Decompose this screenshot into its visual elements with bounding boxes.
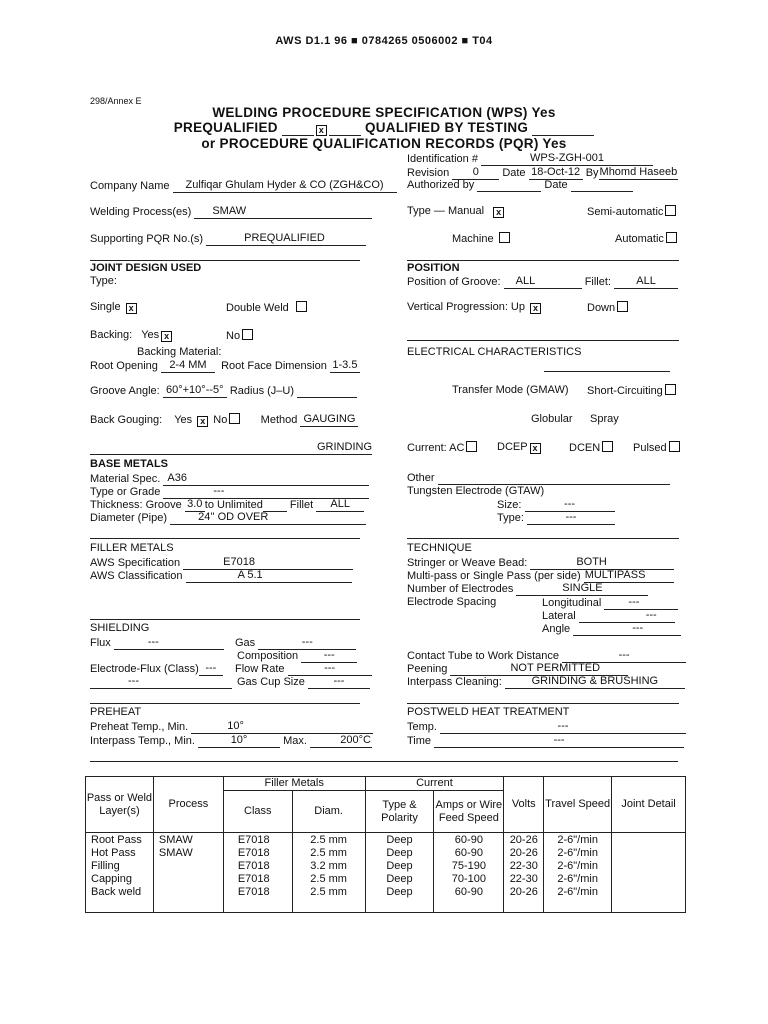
prequalified-label: PREQUALIFIED	[173, 120, 278, 135]
tungsten-type-field[interactable]: ---	[527, 511, 615, 525]
short-circuiting-row: Short-Circuiting	[587, 384, 678, 398]
backing-no-checkbox[interactable]	[242, 329, 253, 340]
stringer-field[interactable]: BOTH	[530, 556, 674, 570]
divider	[407, 703, 679, 704]
base-metals-heading: BASE METALS	[90, 458, 169, 470]
gas-row: Gas ---	[235, 636, 356, 650]
divider	[407, 340, 679, 341]
dcen-row: DCEN	[569, 441, 615, 455]
header-volts: Volts	[504, 777, 544, 833]
angle-row: Angle ---	[542, 622, 681, 636]
pwht-heading: POSTWELD HEAT TREATMENT	[407, 706, 570, 718]
material-spec-row: Material Spec. A36	[90, 472, 369, 486]
title-line-3: or PROCEDURE QUALIFICATION RECORDS (PQR) Yes	[201, 136, 567, 151]
electrode-flux-continued-row	[90, 675, 232, 689]
annex-label: 298/Annex E	[90, 96, 142, 106]
other-field[interactable]	[438, 472, 670, 485]
longitudinal-field[interactable]: ---	[604, 596, 678, 610]
filler-metals-heading: FILLER METALS	[90, 542, 174, 554]
gas-cup-field[interactable]: ---	[308, 675, 370, 689]
backing-no-row: No	[226, 329, 255, 343]
header-class: Class	[223, 791, 292, 833]
interpass-max-field[interactable]: 200°C	[310, 734, 372, 748]
double-weld-row: Double Weld	[226, 301, 309, 315]
pwht-temp-row: Temp. ---	[407, 720, 686, 734]
flux-field[interactable]: ---	[114, 636, 224, 650]
table-cell-travel: 2-6"/min 2-6"/min 2-6"/min 2-6"/min 2-6"/min	[544, 833, 612, 913]
company-name-field[interactable]: Zulfiqar Ghulam Hyder & CO (ZGH&CO)	[173, 179, 397, 193]
interpass-temp-field[interactable]: 10°	[198, 734, 280, 748]
welding-process-field[interactable]: SMAW	[194, 205, 372, 219]
identification-field[interactable]: WPS-ZGH-001	[481, 152, 653, 166]
header-joint-detail: Joint Detail	[612, 777, 686, 833]
divider	[90, 538, 360, 539]
interpass-temp-row: Interpass Temp., Min. 10° Max. 200°C	[90, 734, 371, 747]
divider	[407, 260, 679, 261]
interpass-cleaning-row: Interpass Cleaning: GRINDING & BRUSHING	[407, 675, 685, 689]
header-diam: Diam.	[292, 791, 365, 833]
peening-row: Peening NOT PERMITTED	[407, 662, 628, 676]
pwht-time-field[interactable]: ---	[434, 734, 684, 748]
divider	[407, 538, 679, 539]
header-process: Process	[153, 777, 223, 833]
electrode-flux-continued-field[interactable]: ---	[90, 675, 232, 689]
contact-tube-field[interactable]: ---	[562, 649, 686, 663]
gouging-no-checkbox[interactable]	[229, 413, 240, 424]
aws-spec-row: AWS Specification E7018	[90, 556, 353, 570]
transfer-mode-label: Transfer Mode (GMAW)	[452, 384, 569, 396]
longitudinal-row: Longitudinal ---	[542, 596, 678, 610]
composition-field[interactable]: ---	[301, 649, 357, 663]
revision-date-field[interactable]: 18-Oct-12	[529, 166, 583, 180]
type-manual-row: Type — Manual x	[407, 205, 506, 218]
table-cell-amps: 60-90 60-90 75-190 70-100 60-90	[434, 833, 504, 913]
vertical-down-row: Down	[587, 301, 630, 315]
pulsed-row: Pulsed	[633, 441, 682, 455]
type-grade-row: Type or Grade ---	[90, 485, 369, 499]
multipass-field[interactable]: MULTIPASS	[584, 569, 674, 583]
joint-design-heading: JOINT DESIGN USED	[90, 262, 202, 274]
revision-row: Revision 0 Date 18-Oct-12 ByMhomd Haseeb	[407, 166, 678, 179]
position-heading: POSITION	[407, 262, 460, 274]
position-groove-field[interactable]: ALL	[504, 275, 582, 289]
gas-cup-row: Gas Cup Size ---	[237, 675, 370, 689]
stringer-row: Stringer or Weave Bead: BOTH	[407, 556, 674, 570]
supporting-pqr-field[interactable]: PREQUALIFIED	[206, 232, 366, 246]
lateral-row: Lateral ---	[542, 609, 675, 623]
pwht-temp-field[interactable]: ---	[440, 720, 686, 734]
position-groove-row: Position of Groove: ALL Fillet: ALL	[407, 275, 678, 289]
header-current: Current	[365, 777, 504, 791]
identification-row: Identification # WPS-ZGH-001	[407, 152, 653, 166]
welding-process-row: Welding Process(es) SMAW	[90, 205, 372, 219]
semi-automatic-row: Semi-automatic	[587, 205, 678, 219]
ac-checkbox[interactable]	[466, 441, 477, 452]
flow-rate-field[interactable]: ---	[288, 662, 372, 676]
back-gouging-row: Back Gouging: Yes x No Method GAUGING	[90, 413, 358, 427]
table-cell-volts: 20-26 20-26 22-30 22-30 20-26	[504, 833, 544, 913]
header-filler-metals: Filler Metals	[223, 777, 365, 791]
peening-field[interactable]: NOT PERMITTED	[450, 662, 628, 676]
single-checkbox[interactable]: x	[126, 303, 137, 314]
dcep-checkbox[interactable]: x	[530, 443, 541, 454]
gouging-yes-checkbox[interactable]: x	[197, 416, 208, 427]
authorized-by-field[interactable]	[477, 179, 541, 192]
backing-row: Backing: Yes x	[90, 329, 174, 342]
multipass-row: Multi-pass or Single Pass (per side) MULTIPASS	[407, 569, 674, 583]
electrode-spacing-label: Electrode Spacing	[407, 596, 497, 608]
interpass-cleaning-field[interactable]: GRINDING & BRUSHING	[505, 675, 685, 689]
diameter-field[interactable]: 24'' OD OVER	[170, 511, 366, 525]
electrical-heading: ELECTRICAL CHARACTERISTICS	[407, 346, 582, 358]
pulsed-checkbox[interactable]	[669, 441, 680, 452]
tungsten-size-row: Size: ---	[497, 498, 615, 512]
table-cell-diam: 2.5 mm 2.5 mm 3.2 mm 2.5 mm 2.5 mm	[292, 833, 365, 913]
vertical-up-checkbox[interactable]: x	[530, 303, 541, 314]
gas-field[interactable]: ---	[258, 636, 356, 650]
automatic-checkbox[interactable]	[666, 232, 677, 243]
machine-row: Machine	[452, 232, 512, 246]
vertical-down-checkbox[interactable]	[617, 301, 628, 312]
divider	[90, 761, 678, 762]
table-cell-pass: Root Pass Hot Pass Filling Capping Back weld	[86, 833, 154, 913]
angle-field[interactable]: ---	[573, 622, 681, 636]
type-grade-field[interactable]: ---	[163, 485, 369, 499]
divider	[90, 703, 360, 704]
machine-checkbox[interactable]	[499, 232, 510, 243]
manual-checkbox[interactable]: x	[493, 207, 504, 218]
header-pass: Pass or Weld Layer(s)	[86, 777, 154, 833]
groove-angle-field[interactable]: 60°+10°--5°	[163, 384, 227, 398]
dcen-checkbox[interactable]	[602, 441, 613, 452]
pwht-time-row: Time ---	[407, 734, 684, 748]
preheat-temp-row: Preheat Temp., Min. 10°	[90, 720, 373, 734]
divider	[544, 371, 670, 372]
preheat-temp-field[interactable]: 10°	[191, 720, 373, 734]
thickness-row: Thickness: Groove 3.0 to Unlimited Fillet ALL	[90, 498, 364, 512]
revision-field[interactable]: 0	[452, 166, 499, 180]
method-field[interactable]: GAUGING	[300, 413, 358, 427]
table-cell-process: SMAW SMAW	[153, 833, 223, 913]
by-field[interactable]: Mhomd Haseeb	[599, 166, 678, 178]
authorized-date-field[interactable]	[571, 179, 633, 192]
number-electrodes-field[interactable]: SINGLE	[516, 582, 648, 596]
table-cell-polarity: Deep Deep Deep Deep Deep	[365, 833, 434, 913]
title-line-2	[0, 121, 768, 136]
divider	[90, 260, 360, 261]
root-face-field[interactable]: 1-3.5	[330, 359, 360, 373]
joint-type-label: Type:	[90, 275, 117, 287]
aws-spec-field[interactable]: E7018	[183, 556, 353, 570]
double-weld-checkbox[interactable]	[296, 301, 307, 312]
backing-material-label: Backing Material:	[137, 346, 222, 358]
divider	[90, 619, 360, 620]
aws-class-field[interactable]: A 5.1	[186, 569, 352, 583]
position-fillet-field[interactable]: ALL	[614, 275, 678, 289]
qualified-by-testing-label: QUALIFIED BY TESTING	[364, 120, 529, 135]
root-opening-row: Root Opening 2-4 MM Root Face Dimension 1-3.5	[90, 359, 360, 373]
root-opening-field[interactable]: 2-4 MM	[161, 359, 215, 373]
method-continued-field[interactable]: GRINDING	[90, 441, 372, 455]
radius-field[interactable]	[297, 385, 357, 398]
electrode-flux-field[interactable]: ---	[199, 662, 223, 676]
header-travel-speed: Travel Speed	[544, 777, 612, 833]
contact-tube-row: Contact Tube to Work Distance ---	[407, 649, 686, 663]
header-type-polarity: Type & Polarity	[365, 791, 434, 833]
electrode-flux-row: Electrode-Flux (Class) ---	[90, 662, 223, 676]
company-row: Company Name Zulfiqar Ghulam Hyder & CO (ZGH&CO)	[90, 179, 397, 193]
vertical-progression-row: Vertical Progression: Up x	[407, 301, 543, 314]
globular-label: Globular	[531, 413, 573, 425]
supporting-pqr-row: Supporting PQR No.(s) PREQUALIFIED	[90, 232, 366, 246]
diameter-row: Diameter (Pipe) 24'' OD OVER	[90, 511, 366, 525]
current-ac-row: Current: AC	[407, 441, 479, 455]
other-row: Other	[407, 472, 670, 485]
semi-automatic-checkbox[interactable]	[665, 205, 676, 216]
aws-class-row: AWS Classification A 5.1	[90, 569, 352, 583]
document-header: AWS D1.1 96 ■ 0784265 0506002 ■ T04	[275, 35, 493, 47]
tungsten-label: Tungsten Electrode (GTAW)	[407, 485, 545, 497]
thickness-fillet-field[interactable]: ALL	[316, 498, 364, 512]
groove-angle-row: Groove Angle: 60°+10°--5° Radius (J–U)	[90, 384, 357, 398]
composition-row: Composition ---	[237, 649, 357, 663]
automatic-row: Automatic	[615, 232, 679, 246]
short-circuiting-checkbox[interactable]	[665, 384, 676, 395]
lateral-field[interactable]: ---	[579, 609, 675, 623]
flux-row: Flux ---	[90, 636, 224, 650]
table-cell-joint-detail	[612, 833, 686, 913]
tungsten-size-field[interactable]: ---	[525, 498, 615, 512]
backing-yes-checkbox[interactable]: x	[161, 331, 172, 342]
technique-heading: TECHNIQUE	[407, 542, 472, 554]
table-cell-class: E7018 E7018 E7018 E7018 E7018	[223, 833, 292, 913]
spray-label: Spray	[590, 413, 619, 425]
single-row: Single x	[90, 301, 139, 314]
dcep-row: DCEP x	[497, 441, 543, 454]
shielding-heading: SHIELDING	[90, 622, 150, 634]
title-line-1: WELDING PROCEDURE SPECIFICATION (WPS) Yes	[212, 105, 556, 120]
material-spec-field[interactable]: A36	[163, 472, 369, 486]
flow-rate-row: Flow Rate ---	[235, 662, 372, 676]
thickness-groove-field[interactable]: 3.0	[185, 498, 205, 512]
tungsten-type-row: Type: ---	[497, 511, 615, 525]
preheat-heading: PREHEAT	[90, 706, 142, 718]
prequalified-checkbox[interactable]: x	[316, 125, 327, 136]
number-electrodes-row: Number of Electrodes SINGLE	[407, 582, 648, 596]
welding-procedure-table	[85, 776, 686, 913]
header-amps: Amps or Wire Feed Speed	[434, 791, 504, 833]
authorized-row: Authorized by Date	[407, 179, 633, 192]
